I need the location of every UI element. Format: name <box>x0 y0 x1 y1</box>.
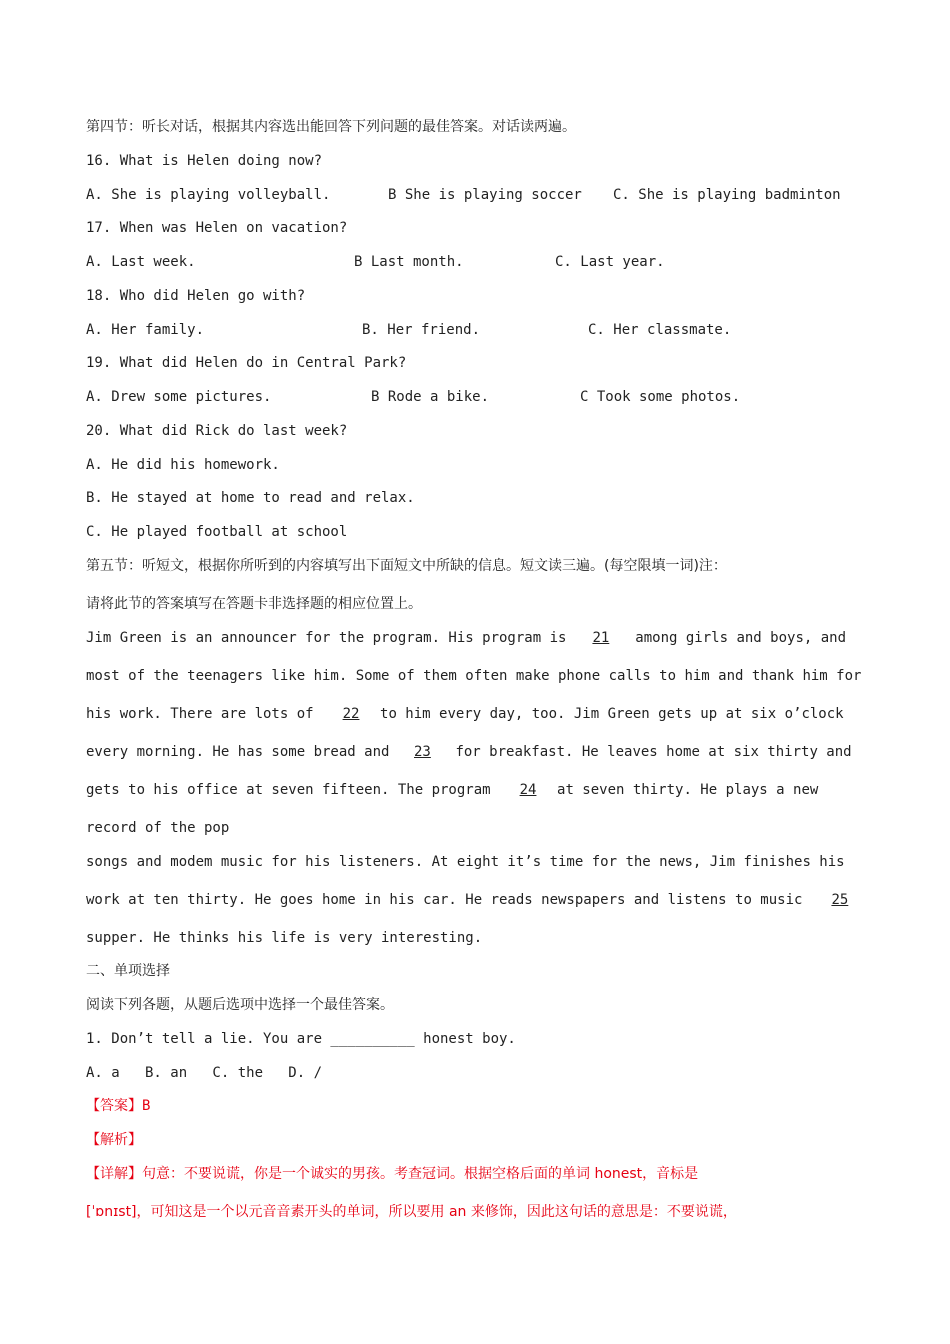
section5-heading-line1: 第五节：听短文，根据你所听到的内容填写出下面短文中所缺的信息。短文读三遍。(每空限填一词)注： <box>86 558 727 574</box>
passage-line-9: supper. He thinks his life is very interesting. <box>86 930 483 946</box>
passage-line-7: songs and modem music for his listeners. At eight it’s time for the news, Jim finishes his <box>86 854 845 870</box>
part2-title: 二、单项选择 <box>86 963 170 979</box>
q16-option-a: A. She is playing volleyball. <box>86 187 331 203</box>
blank-21: 21 <box>592 630 610 646</box>
blank-22: 22 <box>342 706 360 722</box>
q18-option-c: C. Her classmate. <box>588 322 732 338</box>
passage-text: for breakfast. He leaves home at six thirty and <box>455 744 852 760</box>
passage-line-1 <box>86 628 846 648</box>
passage-line-8 <box>86 890 869 910</box>
passage-text: at seven thirty. He plays a new <box>557 782 819 798</box>
blank-23: 23 <box>414 744 431 760</box>
passage-text: gets to his office at seven fifteen. The program <box>86 782 500 798</box>
passage-line-5 <box>86 780 818 800</box>
detail-line-2: [ˈɒnɪst]，可知这是一个以元音音素开头的单词，所以要用 an 来修饰，因此这句话的意思是：不要说谎， <box>86 1204 737 1220</box>
section4-heading: 第四节：听长对话，根据其内容选出能回答下列问题的最佳答案。对话读两遍。 <box>86 119 576 135</box>
question-16: 16. What is Helen doing now? <box>86 153 323 169</box>
blank-25: 25 <box>831 892 849 908</box>
question-19: 19. What did Helen do in Central Park? <box>86 355 407 371</box>
q19-option-c: C Took some photos. <box>580 389 741 405</box>
q19-option-b: B Rode a bike. <box>371 389 490 405</box>
analysis-line <box>86 1130 142 1150</box>
q20-option-c: C. He played football at school <box>86 524 348 540</box>
detail-line-1 <box>86 1164 698 1184</box>
passage-text: every morning. He has some bread and <box>86 744 390 760</box>
passage-text: Jim Green is an announcer for the program. His program is <box>86 630 575 646</box>
passage-line-6: record of the pop <box>86 820 230 836</box>
passage-line-2: most of the teenagers like him. Some of them often make phone calls to him and thank him for <box>86 668 862 684</box>
passage-line-3 <box>86 704 844 724</box>
q17-option-a: A. Last week. <box>86 254 196 270</box>
question-20: 20. What did Rick do last week? <box>86 423 348 439</box>
section5-heading-line2: 请将此节的答案填写在答题卡非选择题的相应位置上。 <box>86 596 422 612</box>
question-17: 17. When was Helen on vacation? <box>86 220 348 236</box>
question-1: 1. Don’t tell a lie. You are __________ honest boy. <box>86 1031 516 1047</box>
question-1-options: A. a B. an C. the D. / <box>86 1065 323 1081</box>
q19-option-a: A. Drew some pictures. <box>86 389 272 405</box>
detail-label: 【详解】 <box>86 1166 142 1182</box>
q20-option-a: A. He did his homework. <box>86 457 280 473</box>
answer-line <box>86 1096 150 1116</box>
q17-option-c: C. Last year. <box>555 254 665 270</box>
q20-option-b: B. He stayed at home to read and relax. <box>86 490 415 506</box>
q17-option-b: B Last month. <box>354 254 464 270</box>
answer-value: B <box>142 1098 151 1114</box>
passage-line-4 <box>86 742 852 762</box>
passage-text: work at ten thirty. He goes home in his car. He reads newspapers and listens to music <box>86 892 811 908</box>
question-18: 18. Who did Helen go with? <box>86 288 306 304</box>
detail-text: 句意：不要说谎，你是一个诚实的男孩。考查冠词。根据空格后面的单词 honest，音标是 <box>142 1166 699 1182</box>
passage-text: to him every day, too. Jim Green gets up at six o’clock <box>380 706 844 722</box>
q16-option-c: C. She is playing badminton <box>613 187 841 203</box>
blank-24: 24 <box>519 782 537 798</box>
q18-option-b: B. Her friend. <box>362 322 481 338</box>
analysis-label: 【解析】 <box>86 1132 142 1148</box>
passage-text: among girls and boys, and <box>626 630 847 646</box>
q16-option-b: B She is playing soccer <box>388 187 582 203</box>
q18-option-a: A. Her family. <box>86 322 205 338</box>
answer-label: 【答案】 <box>86 1098 142 1114</box>
passage-text: his work. There are lots of <box>86 706 323 722</box>
part2-instruction: 阅读下列各题，从题后选项中选择一个最佳答案。 <box>86 997 394 1013</box>
